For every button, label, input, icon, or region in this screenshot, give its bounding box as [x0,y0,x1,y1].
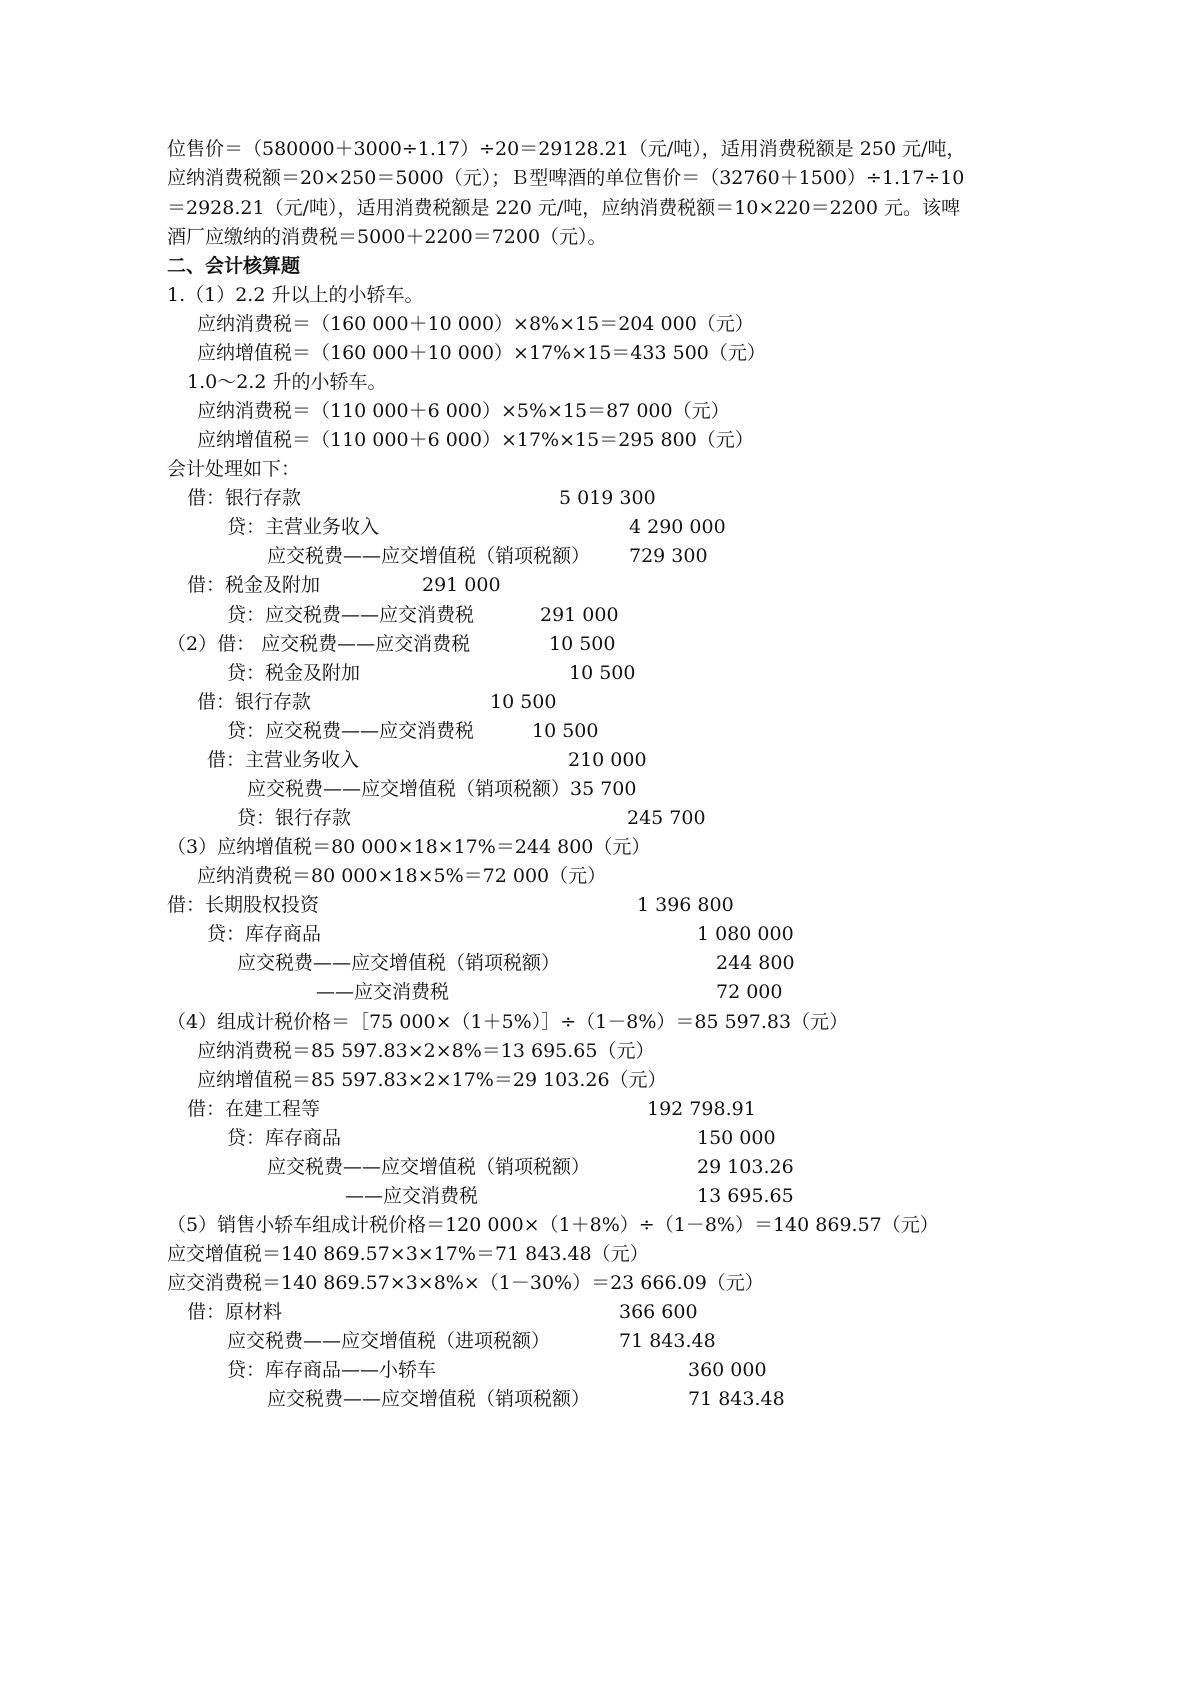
text-line: 应纳增值税＝85 597.83×2×17%＝29 103.26（元） [197,1069,667,1091]
journal-account: 贷：应交税费——应交消费税 [227,604,475,626]
journal-amount: 150 000 [697,1127,776,1149]
text-line: （5）销售小轿车组成计税价格＝120 000×（1＋8%）÷（1－8%）＝140 869.57（元） [167,1214,939,1236]
text-line: 位售价＝（580000＋3000÷1.17）÷20＝29128.21（元/吨），适用消费税额是 250 元/吨， [167,138,966,160]
journal-account: 借：税金及附加 [187,574,321,596]
journal-amount: 1 396 800 [637,894,734,916]
journal-account: 贷：库存商品 [227,1127,342,1149]
journal-account: ——应交消费税 [345,1185,479,1207]
text-line: 应纳消费税＝80 000×18×5%＝72 000（元） [197,865,607,887]
journal-account: 借：银行存款 [197,691,312,713]
journal-account: 贷：税金及附加 [227,662,361,684]
journal-account: 借：在建工程等 [187,1098,321,1120]
journal-amount: 5 019 300 [559,487,656,509]
journal-amount: 192 798.91 [647,1098,756,1120]
journal-amount: 210 000 [568,749,647,771]
journal-amount: 10 500 [549,633,616,655]
journal-account: 贷：库存商品 [207,923,322,945]
journal-account: 贷：库存商品——小轿车 [227,1359,437,1381]
text-line: 应交消费税＝140 869.57×3×8%×（1－30%）＝23 666.09（元） [167,1272,764,1294]
text-line: 1.0～2.2 升的小轿车。 [187,371,387,393]
text-line: 应纳增值税＝（160 000＋10 000）×17%×15＝433 500（元） [197,342,766,364]
journal-account: 贷：银行存款 [237,807,352,829]
journal-account: 应交税费——应交增值税（销项税额） [237,952,561,974]
text-line: 应纳增值税＝（110 000＋6 000）×17%×15＝295 800（元） [197,429,754,451]
journal-amount: 71 843.48 [688,1388,785,1410]
journal-amount: 245 700 [627,807,706,829]
journal-amount: 10 500 [532,720,599,742]
text-line: 会计处理如下： [167,458,301,480]
text-line: （4）组成计税价格＝［75 000×（1＋5%）］÷（1－8%）＝85 597.83（元） [167,1011,849,1033]
journal-account: （2）借： 应交税费——应交消费税 [167,633,471,655]
journal-amount: 13 695.65 [697,1185,794,1207]
text-line: ＝2928.21（元/吨），适用消费税额是 220 元/吨，应纳消费税额＝10×220＝2200 元。该啤 [167,197,960,219]
journal-amount: 10 500 [569,662,636,684]
journal-account: ——应交消费税 [316,981,450,1003]
journal-account: 应交税费——应交增值税（销项税额）35 700 [247,778,637,800]
journal-amount: 244 800 [716,952,795,974]
journal-account: 贷：主营业务收入 [227,516,380,538]
journal-account: 应交税费——应交增值税（销项税额） [267,1156,591,1178]
text-line: 应纳消费税＝（110 000＋6 000）×5%×15＝87 000（元） [197,400,730,422]
journal-amount: 4 290 000 [629,516,726,538]
journal-amount: 71 843.48 [619,1330,716,1352]
text-line: （3）应纳增值税＝80 000×18×17%＝244 800（元） [167,836,651,858]
text-line: 1.（1）2.2 升以上的小轿车。 [167,284,424,306]
journal-account: 应交税费——应交增值税（进项税额） [227,1330,551,1352]
text-line: 应纳消费税额＝20×250＝5000（元）；Ｂ型啤酒的单位售价＝（32760＋1500）÷1.17÷10 [167,167,965,189]
journal-amount: 29 103.26 [697,1156,794,1178]
text-line: 酒厂应缴纳的消费税＝5000＋2200＝7200（元）。 [167,226,607,248]
journal-amount: 1 080 000 [697,923,794,945]
journal-amount: 360 000 [688,1359,767,1381]
journal-account: 借：长期股权投资 [167,894,320,916]
journal-account: 借：原材料 [187,1301,283,1323]
journal-account: 应交税费——应交增值税（销项税额） [267,545,591,567]
journal-account: 借：主营业务收入 [207,749,360,771]
journal-amount: 10 500 [490,691,557,713]
section-heading: 二、会计核算题 [167,255,301,277]
journal-amount: 366 600 [619,1301,698,1323]
journal-amount: 291 000 [540,604,619,626]
journal-amount: 291 000 [422,574,501,596]
text-line: 应纳消费税＝85 597.83×2×8%＝13 695.65（元） [197,1040,655,1062]
journal-amount: 72 000 [716,981,783,1003]
journal-amount: 729 300 [629,545,708,567]
journal-account: 借：银行存款 [187,487,302,509]
text-line: 应纳消费税＝（160 000＋10 000）×8%×15＝204 000（元） [197,313,754,335]
journal-account: 贷：应交税费——应交消费税 [227,720,475,742]
journal-account: 应交税费——应交增值税（销项税额） [267,1388,591,1410]
text-line: 应交增值税＝140 869.57×3×17%＝71 843.48（元） [167,1243,649,1265]
